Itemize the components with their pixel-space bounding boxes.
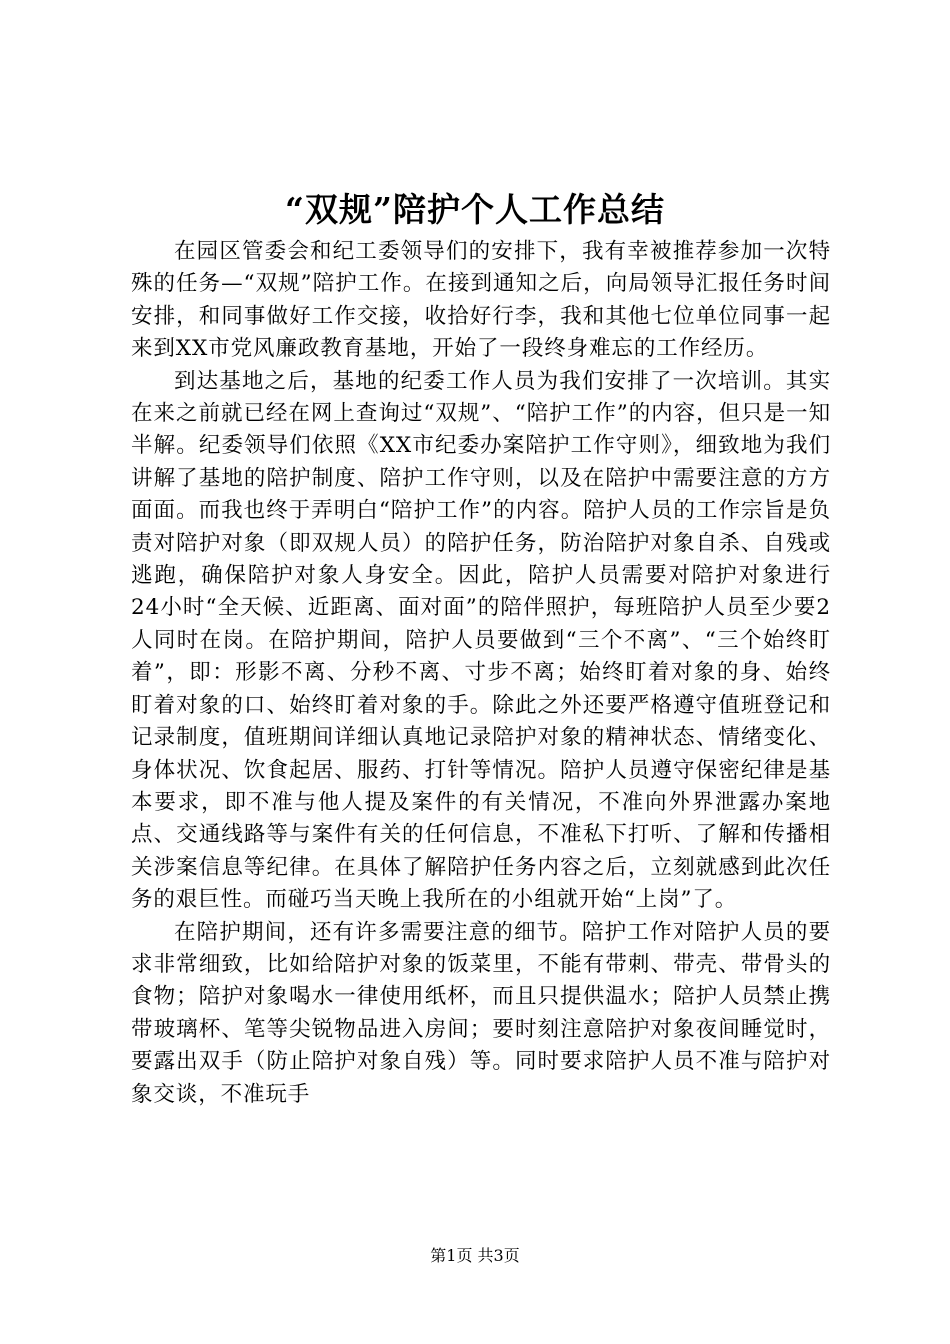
page-number-footer: 第1页 共3页 [430,1246,520,1265]
paragraph-1: 在园区管委会和纪工委领导们的安排下，我有幸被推荐参加一次特殊的任务—“双规”陪护工作。在接到通知之后，向局领导汇报任务时间安排，和同事做好工作交接，收拾好行李，我和其他七位单位同事一起来到XX市党风廉政教育基地，开始了一段终身难忘的工作经历。 [131,239,831,362]
document-body [131,236,831,1111]
paragraph-3: 在陪护期间，还有许多需要注意的细节。陪护工作对陪护人员的要求非常细致，比如给陪护对象的饭菜里，不能有带刺、带壳、带骨头的食物；陪护对象喝水一律使用纸杯，而且只提供温水；陪护人员禁止携带玻璃杯、笔等尖锐物品进入房间；要时刻注意陪护对象夜间睡觉时，要露出双手（防止陪护对象自残）等。同时要求陪护人员不准与陪护对象交谈，不准玩手 [131,919,831,1107]
paragraph-2: 到达基地之后，基地的纪委工作人员为我们安排了一次培训。其实在来之前就已经在网上查询过“双规”、“陪护工作”的内容，但只是一知半解。纪委领导们依照《XX市纪委办案陪护工作守则》，细致地为我们讲解了基地的陪护制度、陪护工作守则，以及在陪护中需要注意的方方面面。而我也终于弄明白“陪护工作”的内容。陪护人员的工作宗旨是负责对陪护对象（即双规人员）的陪护任务，防治陪护对象自杀、自残或逃跑，确保陪护对象人身安全。因此，陪护人员需要对陪护对象进行24小时“全天候、近距离、面对面”的陪伴照护，每班陪护人员至少要2人同时在岗。在陪护期间，陪护人员要做到“三个不离”、“三个始终盯着”，即：形影不离、分秒不离、寸步不离；始终盯着对象的身、始终盯着对象的口、始终盯着对象的手。除此之外还要严格遵守值班登记和记录制度，值班期间详细认真地记录陪护对象的精神状态、情绪变化、身体状况、饮食起居、服药、打针等情况。陪护人员遵守保密纪律是基本要求，即不准与他人提及案件的有关情况，不准向外界泄露办案地点、交通线路等与案件有关的任何信息，不准私下打听、了解和传播相关涉案信息等纪律。在具体了解陪护任务内容之后，立刻就感到此次任务的艰巨性。而碰巧当天晚上我所在的小组就开始“上岗”了。 [131,368,831,913]
document-title: “双规”陪护个人工作总结 [285,190,665,229]
